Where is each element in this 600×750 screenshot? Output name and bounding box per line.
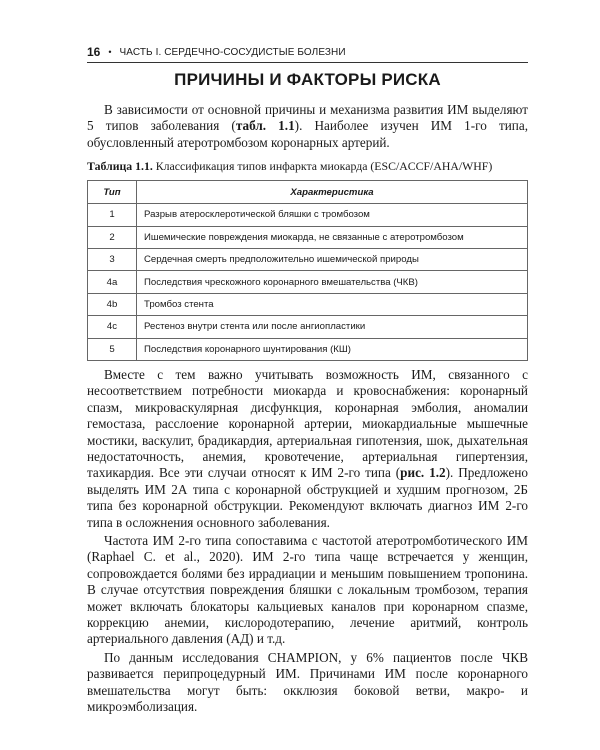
header-bullet: • bbox=[108, 47, 112, 57]
characteristic-cell: Разрыв атеросклеротической бляшки с тромбозом bbox=[137, 204, 528, 226]
page-number: 16 bbox=[87, 45, 101, 59]
para2-text-before: Вместе с тем важно учитывать возможность ИМ, связанного с несоответствием потребности миокарда и кровоснабжения: коронарный спазм, микроваскулярная дисфункция, коронарная эмболия, аномалии гемостаза, расслоение коронарной артерии, миокардиальные мышечные мостики, васкулит, брадикардия, артериальная гипотензия, шок, дыхательная недостаточность, анемия, кровотечение, артериальная гипертензия, тахикардия. Все эти случаи относят к ИМ 2-го типа ( bbox=[87, 366, 528, 481]
type-cell: 4c bbox=[88, 316, 137, 338]
classification-table bbox=[87, 180, 528, 361]
table-caption-text: Классификация типов инфаркта миокарда (ESC/ACCF/AHA/WHF) bbox=[152, 159, 493, 174]
type-cell: 5 bbox=[88, 338, 137, 360]
table-row bbox=[88, 316, 528, 338]
table-row bbox=[88, 204, 528, 226]
part-title: ЧАСТЬ I. СЕРДЕЧНО-СОСУДИСТЫЕ БОЛЕЗНИ bbox=[119, 46, 346, 58]
table-row bbox=[88, 338, 528, 360]
type-cell: 2 bbox=[88, 226, 137, 248]
characteristic-cell: Ишемические повреждения миокарда, не связанные с атеротромбозом bbox=[137, 226, 528, 248]
table-row bbox=[88, 271, 528, 293]
para2-text-after: ). Предложено выделять ИМ 2А типа с коронарной обструкцией и худшим прогнозом, 2Б типа без коронарной обструкции. Рекомендуют включать диагноз ИМ 2-го типа в осложнения основного заболевания. bbox=[87, 465, 528, 530]
table-row bbox=[88, 293, 528, 315]
characteristic-cell: Рестеноз внутри стента или после ангиопластики bbox=[137, 316, 528, 338]
header-type: Тип bbox=[88, 181, 137, 204]
type-cell: 1 bbox=[88, 204, 137, 226]
table-row bbox=[88, 226, 528, 248]
characteristic-cell: Последствия коронарного шунтирования (КШ) bbox=[137, 338, 528, 360]
table-caption bbox=[87, 159, 528, 173]
paragraph-type2-mi bbox=[87, 367, 528, 531]
page-content bbox=[87, 70, 528, 715]
table-row bbox=[88, 249, 528, 271]
characteristic-cell: Сердечная смерть предположительно ишемической природы bbox=[137, 249, 528, 271]
type-cell: 3 bbox=[88, 249, 137, 271]
figure-reference: рис. 1.2 bbox=[400, 465, 446, 481]
running-header bbox=[87, 45, 528, 63]
table-header-row bbox=[88, 181, 528, 204]
table-reference: табл. 1.1 bbox=[235, 118, 295, 134]
header-characteristic: Характеристика bbox=[137, 181, 528, 204]
section-title: ПРИЧИНЫ И ФАКТОРЫ РИСКА bbox=[174, 70, 441, 89]
characteristic-cell: Тромбоз стента bbox=[137, 293, 528, 315]
table-caption-label: Таблица 1.1. bbox=[87, 159, 153, 174]
intro-text-after: ). Наиболее изучен ИМ 1-го типа, обусловленный атеротромбозом коронарных артерий. bbox=[87, 118, 528, 150]
intro-text-before: В зависимости от основной причины и механизма развития ИМ выделяют 5 типов заболевания ( bbox=[87, 102, 528, 134]
characteristic-cell: Последствия чрескожного коронарного вмешательства (ЧКВ) bbox=[137, 271, 528, 293]
type-cell: 4a bbox=[88, 271, 137, 293]
paragraph-type2-frequency: Частота ИМ 2-го типа сопоставима с частотой атеротромботического ИМ (Raphael C. et al., 2020). ИМ 2-го типа чаще встречается у женщин, сопровождается болями без иррадиации и меньшим повышением тропонина. В случае отсутствия повреждения бляшки с локальным тромбозом, терапия может включать блокаторы кальциевых каналов при коронарном спазме, коррекцию анемии, кислородотерапию, лечение аритмий, контроль артериального давления (АД) и т.д. bbox=[87, 533, 528, 647]
type-cell: 4b bbox=[88, 293, 137, 315]
paragraph-champion: По данным исследования CHAMPION, у 6% пациентов после ЧКВ развивается перипроцедурный ИМ. Причинами ИМ после коронарного вмешательства могут быть: окклюзия боковой ветви, макро- и микроэмболизация. bbox=[87, 649, 528, 715]
intro-paragraph bbox=[87, 102, 528, 151]
